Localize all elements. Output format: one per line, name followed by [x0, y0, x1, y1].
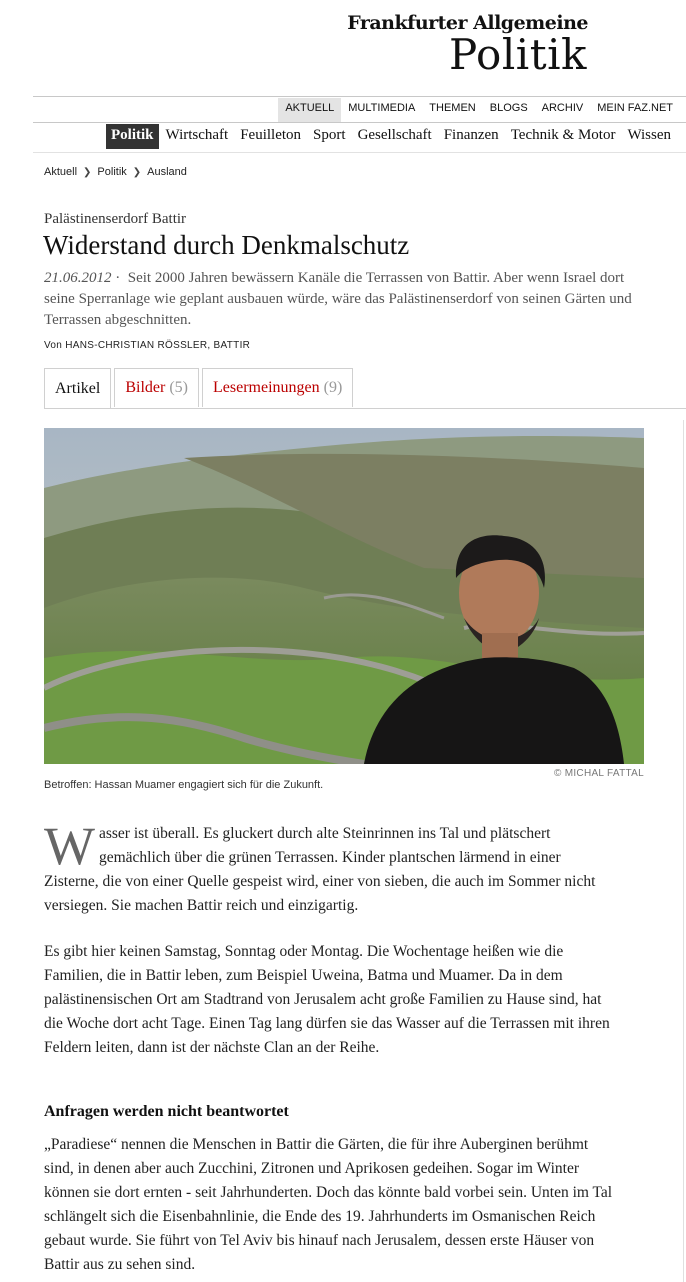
chevron-right-icon: ❯: [83, 166, 92, 178]
sidebar-divider: [683, 420, 684, 1282]
teaser-text: Seit 2000 Jahren bewässern Kanäle die Terrassen von Battir. Aber wenn Israel dort seine Sperranlage wie geplant ausbauen würde, wäre das Palästinenserdorf von seinen Gärten und Terrassen abgeschnitten.: [44, 270, 632, 328]
chevron-right-icon: ❯: [132, 166, 142, 178]
section-nav-politik[interactable]: Politik: [106, 124, 159, 149]
tab-count: (9): [323, 379, 343, 396]
article-paragraph-1: [44, 816, 616, 918]
section-nav-gesellschaft[interactable]: Gesellschaft: [357, 127, 432, 143]
top-nav-archiv[interactable]: ARCHIV: [541, 102, 584, 114]
article-photo[interactable]: [44, 428, 644, 764]
article-paragraph-2: Es gibt hier keinen Samstag, Sonntag oder Montag. Die Wochentage heißen wie die Familien, die in Battir leben, zum Beispiel Uweina, Batma und Muamer. Da in dem palästinensischen Ort am Stadtrand von Jerusalem acht große Familien zu Hause sind, hat die Woche dort acht Tage. Einen Tag lang dürfen sie das Wasser auf die Terrassen mit ihren Feldern leiten, dann ist der nächste Clan an der Reihe.: [44, 943, 610, 1056]
tab-bilder[interactable]: [114, 368, 199, 407]
date-separator: ·: [111, 270, 128, 286]
section-nav-divider: [33, 152, 686, 153]
photo-illustration: [44, 428, 644, 764]
photo-caption: Betroffen: Hassan Muamer engagiert sich für die Zukunft.: [44, 779, 324, 791]
article-tabs: [44, 368, 356, 408]
article-kicker: Palästinenserdorf Battir: [44, 211, 187, 227]
breadcrumb: [44, 166, 187, 178]
nav-divider: [33, 122, 686, 123]
drop-cap: W: [44, 816, 95, 876]
article-date: 21.06.2012: [44, 270, 112, 286]
section-title: Politik: [449, 30, 587, 79]
brand-logo[interactable]: Frankfurter Allgemeine: [347, 12, 588, 34]
top-nav-mein-faz[interactable]: MEIN FAZ.NET: [597, 102, 673, 114]
section-nav-feuilleton[interactable]: Feuilleton: [240, 127, 302, 143]
top-nav-blogs[interactable]: BLOGS: [489, 102, 528, 114]
tab-count: (5): [169, 379, 188, 396]
section-nav: [106, 124, 678, 152]
top-nav-multimedia[interactable]: MULTIMEDIA: [348, 102, 416, 114]
breadcrumb-aktuell[interactable]: Aktuell: [44, 166, 78, 178]
tab-lesermeinungen[interactable]: [202, 368, 353, 407]
section-nav-sport[interactable]: Sport: [313, 127, 346, 143]
section-nav-wissen[interactable]: Wissen: [627, 127, 672, 143]
section-nav-technik-motor[interactable]: Technik & Motor: [510, 127, 616, 143]
article-teaser: [44, 268, 634, 331]
article-paragraph-3: „Paradiese“ nennen die Menschen in Battir die Gärten, die für ihre Auberginen berühmt sind, in denen aber auch Zucchini, Zitronen und Aprikosen gedeihen. Sogar im Winter können sie dort ernten - seit Jahrhunderten. Doch das könnte bald vorbei sein. Unten im Tal schlängelt sich die Eisenbahnlinie, die Ende des 19. Jahrhunderts im Osmanischen Reich gebaut wurde. Sie führt von Tel Aviv bis hinauf nach Jerusalem, dessen erste Häuser von Battir aus zu sehen sind.: [44, 1136, 613, 1273]
tab-artikel[interactable]: [44, 368, 111, 409]
top-nav-themen[interactable]: THEMEN: [429, 102, 476, 114]
tab-label: Bilder: [125, 379, 166, 396]
article-headline: Widerstand durch Denkmalschutz: [43, 230, 410, 260]
section-nav-finanzen[interactable]: Finanzen: [443, 127, 499, 143]
tab-label: Artikel: [55, 380, 101, 397]
tab-label: Lesermeinungen: [212, 379, 320, 396]
article-subheading: Anfragen werden nicht beantwortet: [44, 1103, 289, 1120]
tabs-baseline: [44, 408, 686, 409]
section-nav-wirtschaft[interactable]: Wirtschaft: [165, 127, 229, 143]
top-nav-aktuell[interactable]: AKTUELL: [278, 98, 341, 122]
paragraph-text: asser ist überall. Es gluckert durch alte Steinrinnen ins Tal und plätschert gemächlich über die grünen Terrassen. Kinder plantschen lärmend in einer Zisterne, die von einer Quelle gespeist wird, einer von sieben, die auch im Sommer nicht versiegen. Sie machen Battir reich und einzigartig.: [44, 825, 596, 914]
breadcrumb-ausland[interactable]: Ausland: [147, 166, 187, 178]
article-byline: Von HANS-CHRISTIAN RÖSSLER, BATTIR: [44, 340, 251, 351]
breadcrumb-politik[interactable]: Politik: [97, 166, 127, 178]
photo-credit: © MICHAL FATTAL: [553, 768, 644, 779]
masthead-divider: [33, 96, 686, 97]
top-nav: [278, 98, 680, 122]
